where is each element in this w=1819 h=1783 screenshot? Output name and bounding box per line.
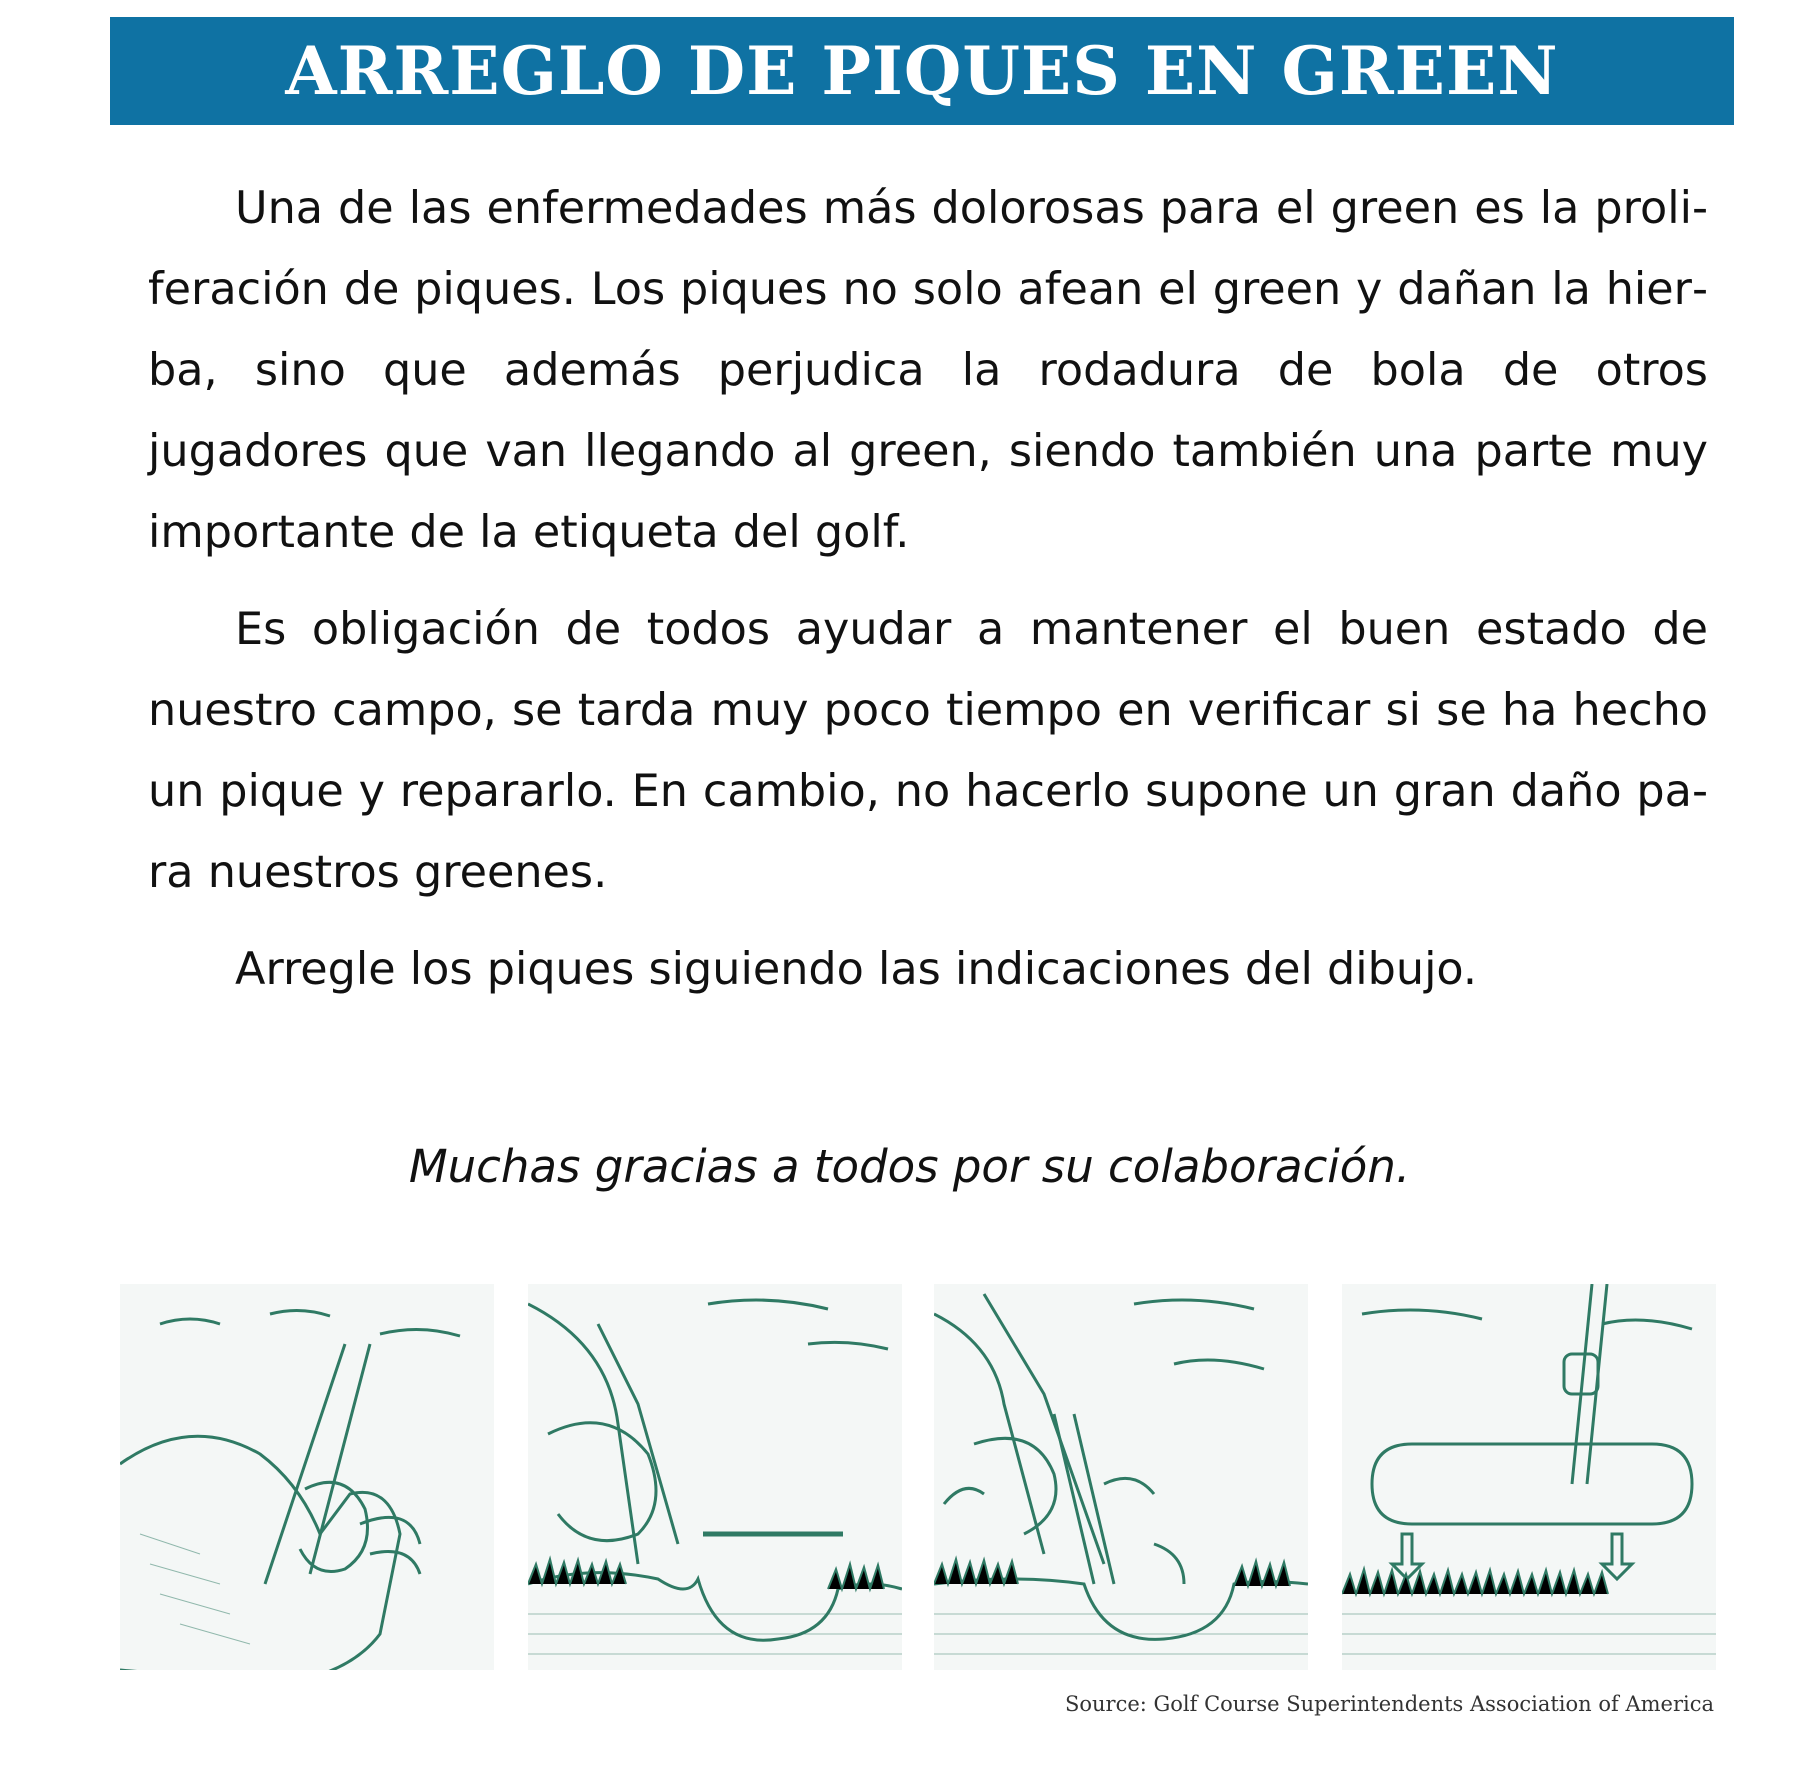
paragraph-3: Arregle los piques siguiendo las indicaciones del dibujo. [235,944,1478,995]
page-title: ARREGLO DE PIQUES EN GREEN [285,32,1559,110]
page-title-banner [110,17,1734,125]
tool-inserted-at-edge-icon [528,1284,902,1670]
source-credit: Source: Golf Course Superintendents Association of America [1064,1692,1714,1716]
paragraph-2: Es obligación de todos ayudar a mantener el buen estado de nuestro campo, se tarda muy poco tiempo en verificar si se ha hecho un pique y repararlo. En cambio, no hacerlo supone un gran daño para nuestros greenes. [148,604,1708,898]
putter-tapping-surface-icon [1342,1284,1716,1670]
thanks-note: Muchas gracias a todos por su colaboración. [408,1140,1411,1193]
tool-pushing-edges-icon [934,1284,1308,1670]
article-body [148,168,1708,1026]
paragraph-1: Una de las enfermedades más dolorosas para el green es la proliferación de piques. Los piques no solo afean el green y dañan la hierba, sino que además perjudica la rodadura de bola de otros jugadores que van llegando al green, siendo también una parte muy importante de la etiqueta del golf. [148,183,1708,558]
hand-holding-repair-tool-icon [120,1284,494,1670]
repair-steps-illustration [120,1284,1720,1674]
